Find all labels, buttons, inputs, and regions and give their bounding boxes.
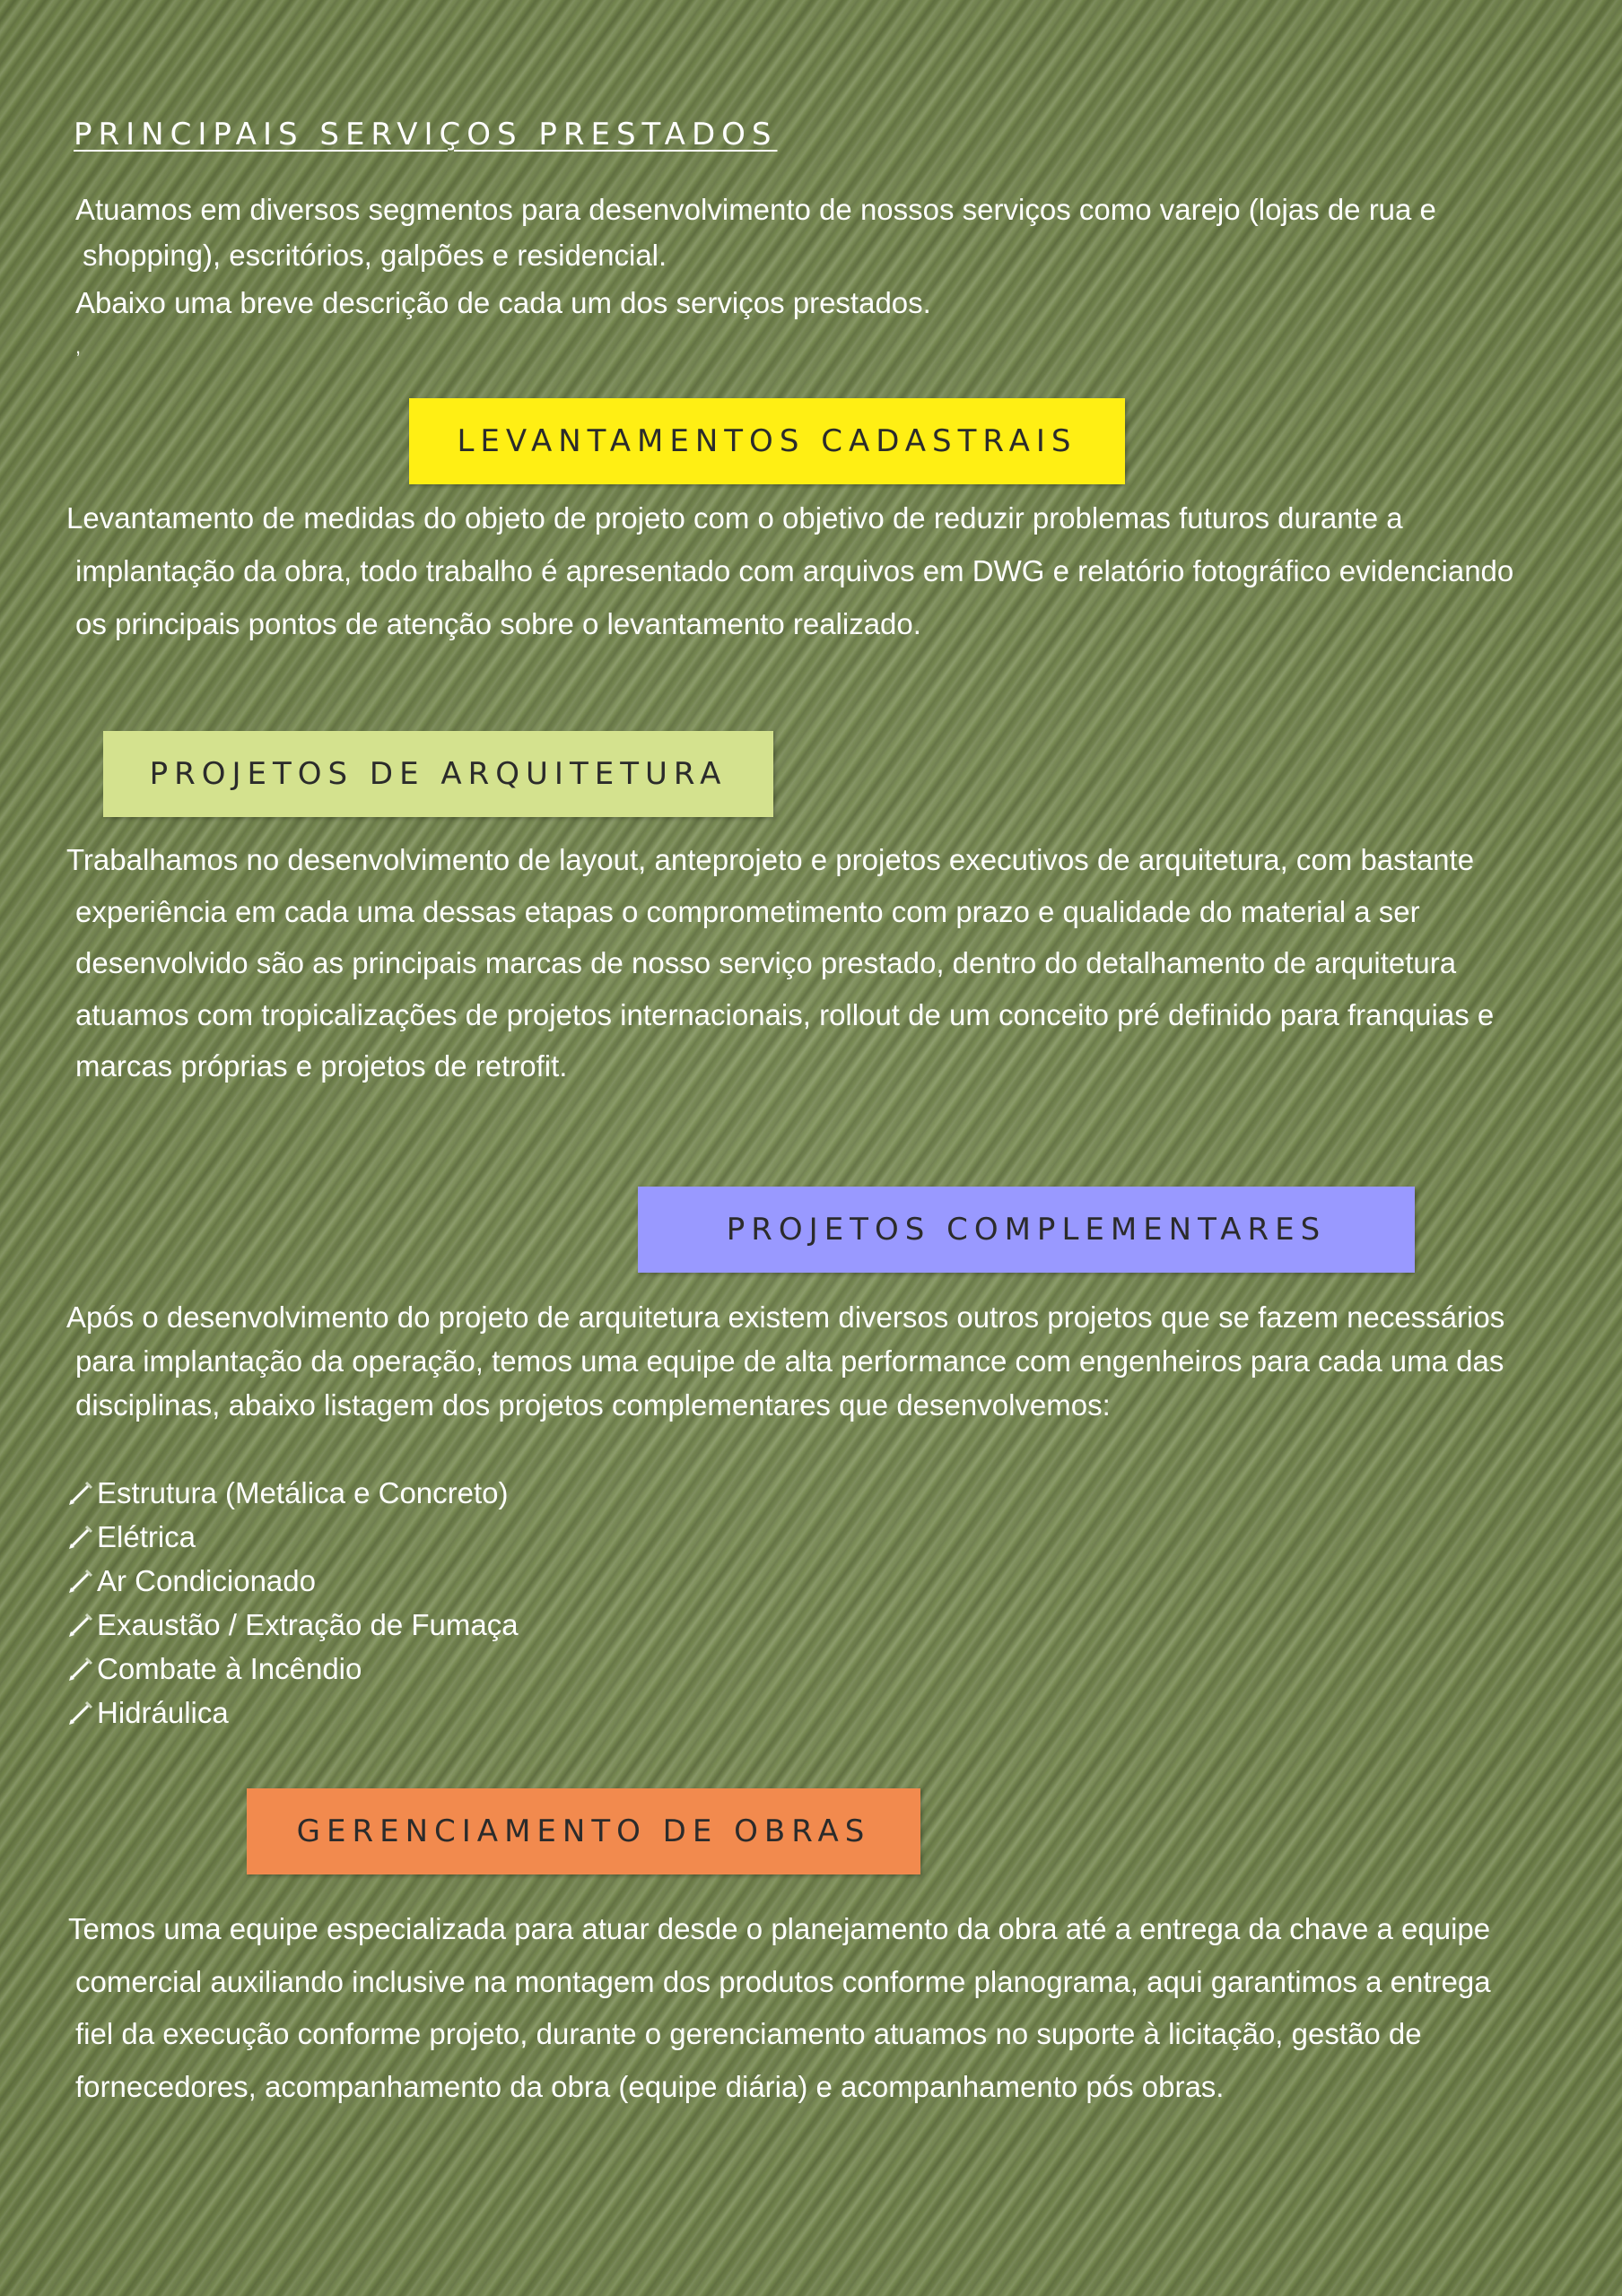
pencil-icon [66, 1611, 95, 1639]
list-item [66, 1608, 519, 1642]
section-text-line: Após o desenvolvimento do projeto de arquitetura existem diversos outros projetos que se fazem necessários [66, 1300, 1505, 1334]
page-title: PRINCIPAIS SERVIÇOS PRESTADOS [74, 117, 778, 152]
section-text-line: fiel da execução conforme projeto, durante o gerenciamento atuamos no suporte à licitação, gestão de [75, 2017, 1422, 2050]
list-item [66, 1476, 509, 1510]
section-text-line: os principais pontos de atenção sobre o levantamento realizado. [75, 607, 921, 640]
pencil-icon [66, 1479, 95, 1508]
section-heading-gerenciamento: GERENCIAMENTO DE OBRAS [247, 1788, 920, 1874]
pencil-icon [66, 1655, 95, 1683]
intro-line: Atuamos em diversos segmentos para desenvolvimento de nossos serviços como varejo (lojas de rua e [75, 193, 1436, 226]
section-text-line: para implantação da operação, temos uma equipe de alta performance com engenheiros para cada uma das [75, 1344, 1504, 1378]
section-text-line: desenvolvido são as principais marcas de nosso serviço prestado, dentro do detalhamento de arquitetura [75, 946, 1457, 979]
list-item [66, 1520, 196, 1554]
section-heading-complementares: PROJETOS COMPLEMENTARES [638, 1187, 1415, 1273]
intro-line: shopping), escritórios, galpões e residencial. [83, 239, 667, 272]
pencil-icon [66, 1567, 95, 1596]
section-text-line: comercial auxiliando inclusive na montagem dos produtos conforme planograma, aqui garantimos a entrega [75, 1965, 1491, 1998]
pencil-icon [66, 1523, 95, 1552]
section-text-line: atuamos com tropicalizações de projetos internacionais, rollout de um conceito pré definido para franquias e [75, 998, 1495, 1031]
list-item-label: Combate à Incêndio [97, 1652, 362, 1685]
section-heading-levantamentos: LEVANTAMENTOS CADASTRAIS [409, 398, 1125, 484]
list-item-label: Hidráulica [97, 1696, 229, 1729]
intro-line: Abaixo uma breve descrição de cada um dos serviços prestados. [75, 286, 931, 319]
section-heading-arquitetura: PROJETOS DE ARQUITETURA [103, 731, 773, 817]
section-text-line: Temos uma equipe especializada para atuar desde o planejamento da obra até a entrega da chave a equipe [68, 1912, 1491, 1945]
section-text-line: marcas próprias e projetos de retrofit. [75, 1049, 568, 1083]
section-text-line: experiência em cada uma dessas etapas o comprometimento com prazo e qualidade do material a ser [75, 895, 1420, 928]
section-text-line: Levantamento de medidas do objeto de projeto com o objetivo de reduzir problemas futuros durante a [66, 501, 1403, 535]
intro-line: , [75, 335, 82, 358]
pencil-icon [66, 1699, 95, 1727]
list-item-label: Estrutura (Metálica e Concreto) [97, 1476, 509, 1509]
list-item-label: Ar Condicionado [97, 1564, 316, 1597]
list-item-label: Exaustão / Extração de Fumaça [97, 1608, 519, 1641]
section-text-line: fornecedores, acompanhamento da obra (equipe diária) e acompanhamento pós obras. [75, 2070, 1225, 2103]
list-item [66, 1564, 316, 1598]
list-item [66, 1652, 362, 1686]
section-text-line: disciplinas, abaixo listagem dos projetos complementares que desenvolvemos: [75, 1388, 1111, 1422]
list-item [66, 1696, 229, 1730]
section-text-line: Trabalhamos no desenvolvimento de layout, anteprojeto e projetos executivos de arquitetura, com bastante [66, 843, 1475, 876]
section-text-line: implantação da obra, todo trabalho é apresentado com arquivos em DWG e relatório fotográfico evidenciando [75, 554, 1514, 587]
list-item-label: Elétrica [97, 1520, 196, 1553]
